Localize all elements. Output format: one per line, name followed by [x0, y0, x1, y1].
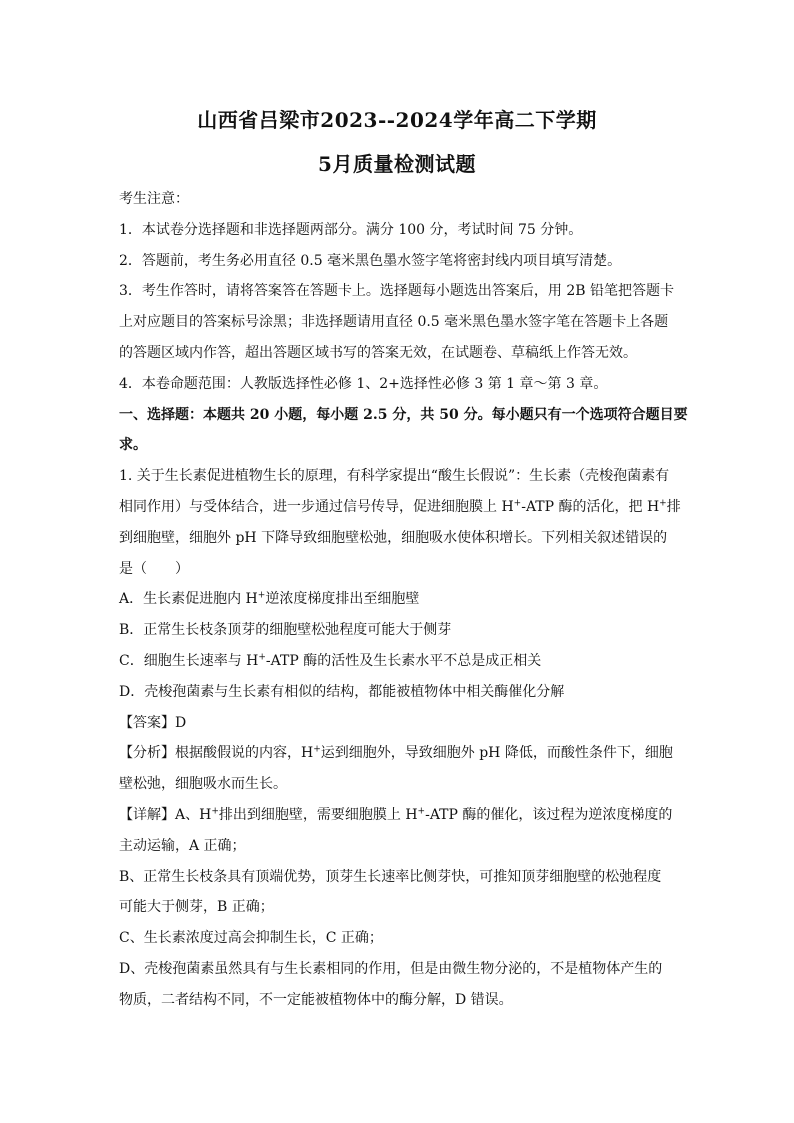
analysis-line-1 — [119, 738, 679, 769]
detail-line-7: 物质，二者结构不同，不一定能被植物体中的酶分解，D 错误。 — [119, 991, 513, 1008]
analysis-text: 【分析】根据酸假说的内容，H — [119, 745, 314, 762]
detail-text: 排出到细胞壁，需要细胞膜上 H — [218, 806, 418, 823]
notice-item-3-line-1: 3．考生作答时，请将答案答在答题卡上。选择题每小题选出答案后，用 2B 铅笔把答题卡 — [119, 283, 675, 300]
superscript-plus: + — [513, 498, 522, 509]
superscript-plus: + — [258, 652, 266, 663]
detail-text: 【详解】A、H — [119, 806, 212, 823]
superscript-plus: + — [211, 806, 219, 817]
document-subtitle: 5月质量检测试题 — [318, 152, 476, 176]
notice-item-1: 1．本试卷分选择题和非选择题两部分。满分 100 分，考试时间 75 分钟。 — [119, 221, 583, 238]
analysis-text: 运到细胞外，导致细胞外 pH 降低，而酸性条件下，细胞 — [320, 745, 673, 762]
answer-line: 【答案】D — [119, 714, 187, 731]
analysis-line-2: 壁松弛，细胞吸水而生长。 — [119, 776, 287, 793]
superscript-plus: + — [313, 744, 321, 755]
stem-text: 相同作用）与受体结合，进一步通过信号传导，促进细胞膜上 H — [119, 498, 514, 515]
question-1-stem-line-4: 是（ ） — [119, 560, 189, 577]
question-1-stem-line-1: 1. 关于生长素促进植物生长的原理，有科学家提出“酸生长假说”：生长素（壳梭孢菌素有 — [119, 468, 670, 485]
notice-item-4: 4．本卷命题范围：人教版选择性必修 1、2+选择性必修 3 第 1 章～第 3 章。 — [119, 375, 608, 392]
stem-text: -ATP 酶的活化，把 H — [521, 498, 660, 515]
stem-text: 排 — [666, 498, 681, 515]
option-a — [119, 584, 679, 615]
notice-item-2: 2．答题前，考生务必用直径 0.5 毫米黑色墨水签字笔将密封线内项目填写清楚。 — [119, 252, 622, 269]
detail-text: -ATP 酶的催化，该过程为逆浓度梯度的 — [425, 806, 673, 823]
superscript-plus: + — [417, 806, 426, 817]
option-text: C．细胞生长速率与 H — [119, 652, 259, 669]
detail-line-6: D、壳梭孢菌素虽然具有与生长素相同的作用，但是由微生物分泌的，不是植物体产生的 — [119, 960, 663, 977]
document-body — [119, 184, 688, 1016]
notice-item-3-line-3: 的答题区域内作答，超出答题区域书写的答案无效，在试题卷、草稿纸上作答无效。 — [119, 344, 637, 361]
detail-line-1 — [119, 800, 679, 831]
question-1-stem-line-2 — [119, 492, 679, 523]
superscript-plus: + — [257, 590, 266, 601]
option-c — [119, 646, 679, 677]
section-heading-line-1: 一、选择题：本题共 20 小题，每小题 2.5 分，共 50 分。每小题只有一个选项符合题目要 — [119, 406, 688, 423]
option-text: 逆浓度梯度排出至细胞壁 — [265, 591, 420, 608]
question-1-stem-line-3: 到细胞壁，细胞外 pH 下降导致细胞壁松弛，细胞吸水使体积增长。下列相关叙述错误的 — [119, 529, 668, 546]
notice-item-3-line-2: 上对应题目的答案标号涂黑；非选择题请用直径 0.5 毫米黑色墨水签字笔在答题卡上各题 — [119, 314, 669, 331]
option-text: -ATP 酶的活性及生长素水平不总是成正相关 — [265, 652, 542, 669]
option-text: A．生长素促进胞内 H — [119, 591, 258, 608]
option-d: D．壳梭孢菌素与生长素有相似的结构，都能被植物体中相关酶催化分解 — [119, 683, 565, 700]
detail-line-3: B、正常生长枝条具有顶端优势，顶芽生长速率比侧芽快，可推知顶芽细胞壁的松弛程度 — [119, 868, 662, 885]
detail-line-5: C、生长素浓度过高会抑制生长，C 正确； — [119, 930, 383, 947]
superscript-plus: + — [659, 498, 667, 509]
notice-heading: 考生注意： — [119, 191, 189, 207]
detail-line-2: 主动运输，A 正确； — [119, 837, 246, 854]
section-heading-line-2: 求。 — [119, 437, 147, 454]
option-b: B．正常生长枝条顶芽的细胞壁松弛程度可能大于侧芽 — [119, 622, 452, 639]
document-title: 山西省吕梁市2023--2024学年高二下学期 — [197, 108, 597, 132]
detail-line-4: 可能大于侧芽，B 正确； — [119, 899, 274, 916]
